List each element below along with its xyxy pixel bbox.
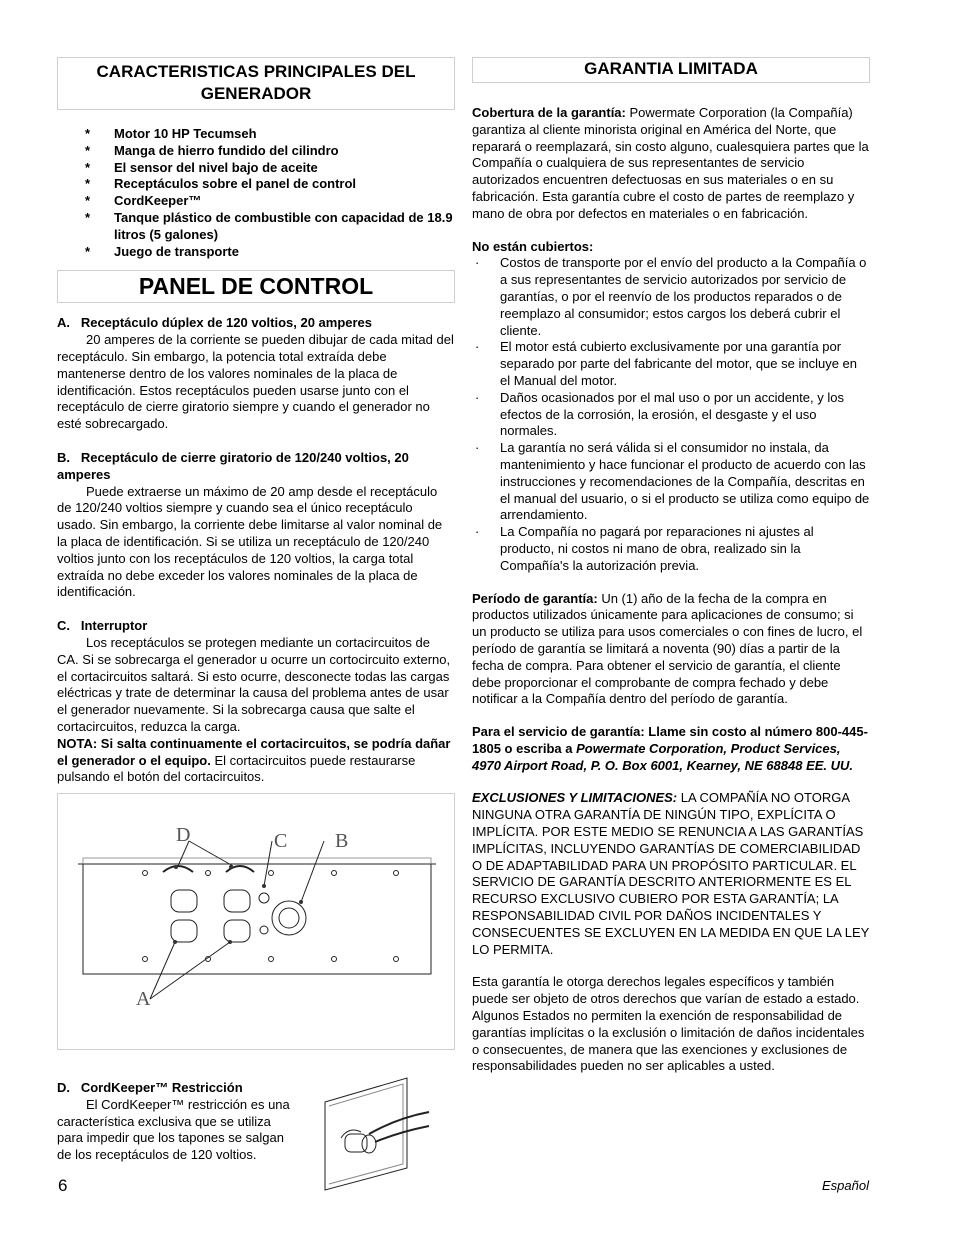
coverage-paragraph [472, 105, 870, 223]
period-paragraph [472, 591, 870, 709]
left-column [57, 57, 455, 1200]
warranty-title: GARANTIA LIMITADA [472, 57, 870, 83]
language-label: Español [822, 1178, 869, 1193]
service-address: Powermate Corporation, Product Services, 4970 Airport Road, P. O. Box 6001, Kearney, NE 68848 EE. UU. [472, 740, 854, 773]
list-item: · La Compañía no pagará por reparaciones ni ajustes al producto, ni costos ni mano de obra, realizado sin la Compañía's la autorización previa. [472, 524, 870, 574]
section-a-heading: A. Receptáculo dúplex de 120 voltios, 20 amperes [57, 315, 373, 331]
section-c [57, 618, 455, 786]
section-c-note [57, 736, 455, 786]
label-b: B [335, 830, 349, 853]
section-c-heading: C. Interruptor [57, 618, 148, 634]
feature-item: * CordKeeper™ [85, 193, 455, 210]
label-d: D [176, 824, 191, 847]
exclusions-text: LA COMPAÑÍA NO OTORGA NINGUNA OTRA GARANTÍA DE NINGÚN TIPO, EXPLÍCITA O IMPLÍCITA. POR ESTE MEDIO SE RENUNCIA A LAS GARANTÍAS IMPLÍCITAS, INCLUYENDO GARANTÍAS DE COMERCIABILIDAD O DE ADAPTABILIDAD PARA UN PROPÓSITO PARTICULAR. EL SERVICIO DE GARANTÍA DESCRITO ANTERIORMENTE ES EL RECURSO EXCLUSIVO CUBIERO POR ESTA GARANTÍA; LA RESPONSABILIDAD CIVIL POR DAÑOS INCIDENTALES Y CONSECUENTES SE EXCLUYEN EN LA MEDIDA EN QUE LA LEY LO PERMITA. [472, 790, 870, 957]
list-item: · Daños ocasionados por el mal uso o por un accidente, y los efectos de la corrosión, la erosión, el desgaste y el uso normales. [472, 390, 870, 440]
section-a-body: 20 amperes de la corriente se pueden dibujar de cada mitad del receptáculo. Sin embargo, la potencia total extraída debe mantenerse dentro de los valores nominales de la placa de identificación. Estos receptáculos pueden usarse junto con el receptáculo de cierre giratorio siempre y cuando el generador no esté sobrecargado. [57, 332, 454, 432]
period-label: Período de garantía: [472, 590, 598, 606]
service-paragraph [472, 724, 870, 774]
section-c-body: Los receptáculos se protegen mediante un cortacircuitos de CA. Si se sobrecarga el generador u ocurre un cortocircuito externo, el cortacircuitos saltará. Si esto ocurre, desconecte todas las cargas eléctricas y trate de determinar la causa del problema antes de usar el generador nuevamente. Si la sobrecarga causa que salte el cortacircuitos, reduzca la carga. [57, 634, 451, 734]
list-item: · La garantía no será válida si el consumidor no instala, da mantenimiento y hace funcionar el producto de acuerdo con las instrucciones y recomendaciones de la Compañía, descritas en el manual del usuario, o si el producto se utiliza como equipo de arrendamiento. [472, 440, 870, 524]
features-list [85, 126, 455, 260]
section-d [57, 1080, 455, 1200]
not-covered-section [472, 239, 870, 575]
feature-item: * Tanque plástico de combustible con capacidad de 18.9 litros (5 galones) [85, 210, 455, 244]
exclusions-paragraph [472, 790, 870, 958]
label-a: A [136, 988, 151, 1011]
exclusions-label: EXCLUSIONES Y LIMITACIONES: [472, 790, 678, 806]
section-b-heading: B. Receptáculo de cierre giratorio de 120/240 voltios, 20 amperes [57, 449, 409, 482]
section-d-heading: D. CordKeeper™ Restricción [57, 1080, 243, 1096]
right-column [472, 57, 870, 1075]
feature-item: * Receptáculos sobre el panel de control [85, 176, 455, 193]
list-item: · El motor está cubierto exclusivamente por una garantía por separado por parte del fabricante del motor, que se incluye en el Manual del motor. [472, 339, 870, 389]
label-c: C [274, 830, 288, 853]
page-number: 6 [58, 1176, 68, 1195]
section-b [57, 450, 455, 601]
feature-item: * Motor 10 HP Tecumseh [85, 126, 455, 143]
rights-paragraph: Esta garantía le otorga derechos legales específicos y también puede ser objeto de otros derechos que varían de estado a estado. Algunos Estados no permiten la exención de responsabilidad de garantías implícitas o la exclusión o limitación de daños incidentales o consecuentes, de manera que las exenciones y exclusiones de responsabilidades pueden no ser aplicables a usted. [472, 974, 865, 1074]
panel-title: PANEL DE CONTROL [57, 270, 455, 303]
not-covered-list [472, 255, 870, 574]
section-c-note-rest: El cortacircuitos puede restaurarse pulsando el botón del cortacircuitos. [57, 752, 416, 785]
feature-item: * Manga de hierro fundido del cilindro [85, 143, 455, 160]
section-d-body: El CordKeeper™ restricción es una característica exclusiva que se utiliza para impedir que los tapones se salgan de los receptáculos de 120 voltios. [57, 1096, 290, 1163]
cordkeeper-illustration [319, 1072, 431, 1192]
coverage-text: Powermate Corporation (la Compañía) garantiza al cliente minorista original en América del Norte, que reparará o reemplazará, sin costo alguno, cualesquiera partes que la Compañía o cualquiera de sus representantes de servicio autorizados encuentren defectuosas en sus materiales o en su fabricación. Esta garantía cubre el costo de partes de reemplazo y mano de obra por defectos en materiales o en fabricación. [472, 105, 869, 221]
section-c-note-bold: NOTA: Si salta continuamente el cortacircuitos, se podría dañar el generador o el equipo. [57, 735, 451, 768]
not-covered-label: No están cubiertos: [472, 238, 594, 254]
service-text: Para el servicio de garantía: Llame sin costo al número 800-445-1805 o escriba a [472, 724, 868, 756]
section-a [57, 315, 455, 433]
feature-item: * El sensor del nivel bajo de aceite [85, 160, 455, 177]
period-text: Un (1) año de la fecha de la compra en productos utilizados únicamente para aplicaciones de consumo; si un producto se utiliza para usos comerciales o con fines de lucro, el período de garantía se limitará a noventa (90) días a partir de la fecha de compra. Para obtener el servicio de garantía, el cliente debe proporcionar el comprobante de compra fechado y debe notificar a la Compañía dentro del período de garantía. [472, 590, 863, 707]
features-title: CARACTERISTICAS PRINCIPALES DEL GENERADOR [57, 57, 455, 110]
control-panel-diagram [57, 793, 455, 1050]
control-panel-drawing [58, 794, 456, 1051]
feature-item: * Juego de transporte [85, 244, 455, 261]
section-b-body: Puede extraerse un máximo de 20 amp desde el receptáculo de 120/240 voltios siempre y cuando sea el único receptáculo usado. Sin embargo, la corriente debe limitarse al valor nominal de la placa de identificación. Si se utiliza un receptáculo de 120/240 voltios junto con los receptáculos de 120 voltios, la carga total extraída no debe exceder los valores nominales de la placa de identificación. [57, 483, 443, 600]
list-item: · Costos de transporte por el envío del producto a la Compañía o a sus representantes de servicio autorizados por servicio de garantías, o por el reenvío de los productos reparados o de reemplazo al consumidor; estos cargos los deberá cubrir el cliente. [472, 255, 870, 339]
coverage-label: Cobertura de la garantía: [472, 105, 626, 120]
